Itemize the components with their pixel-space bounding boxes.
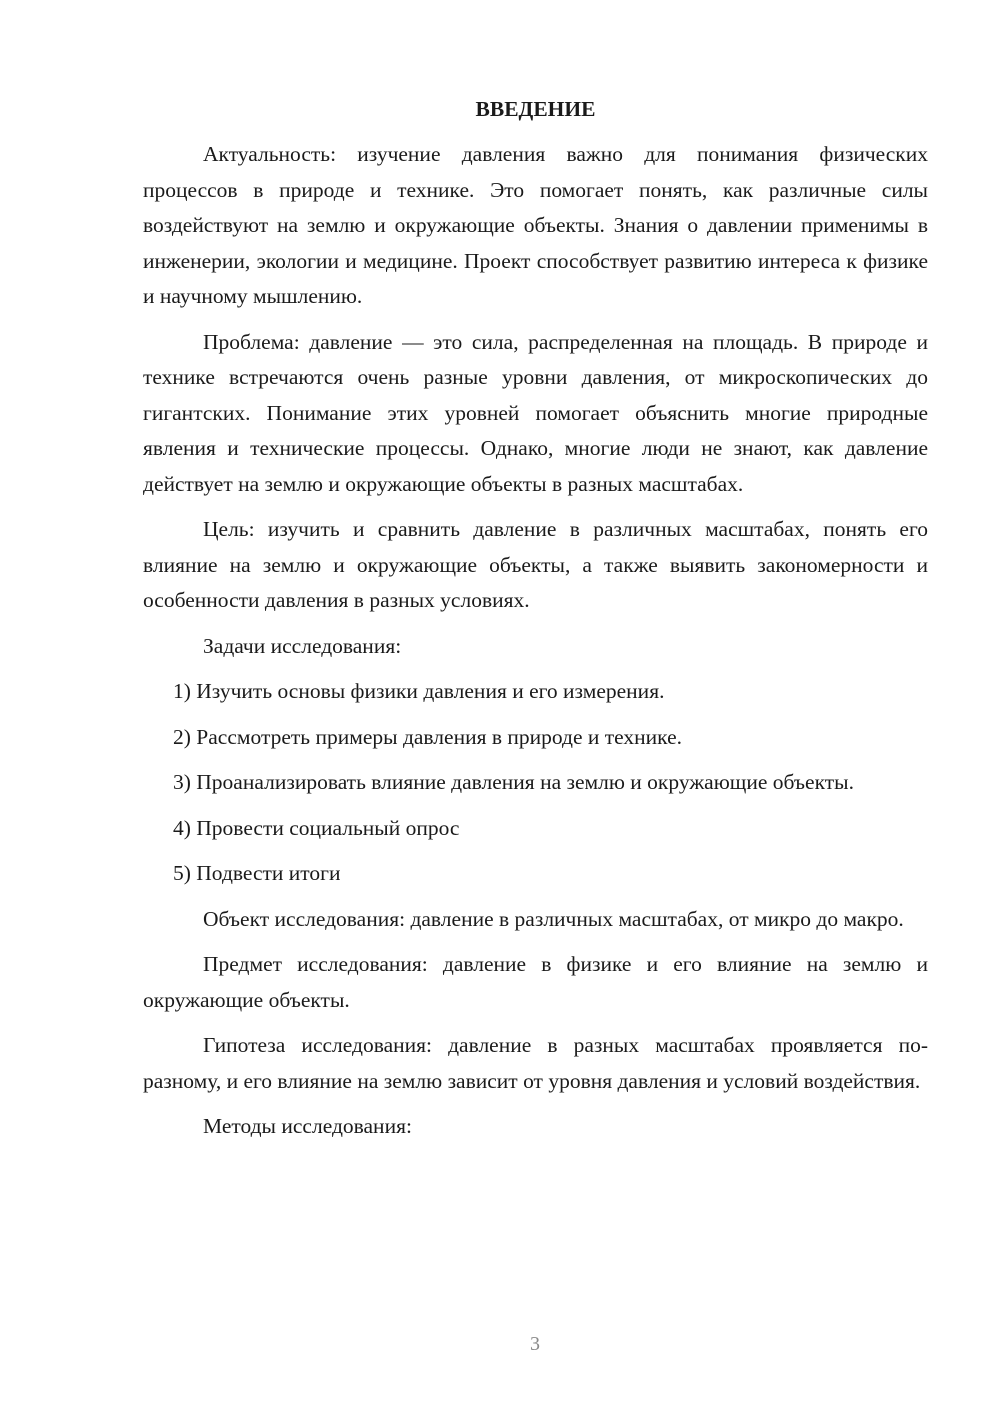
paragraph-subject: Предмет исследования: давление в физике и его влияние на землю и окружающие объекты. bbox=[143, 952, 928, 1012]
paragraph-problem: Проблема: давление — это сила, распределенная на площадь. В природе и технике встречаются очень разные уровни давления, от микроскопических до гигантских. Понимание этих уровней помогает объяснить многие природные явления и технические процессы. Однако, многие люди не знают, как давление действует на землю и окружающие объекты в разных масштабах. bbox=[143, 329, 928, 496]
document-page bbox=[143, 92, 928, 1155]
task-item-4: 4) Провести социальный опрос bbox=[173, 815, 460, 840]
paragraph-hypothesis: Гипотеза исследования: давление в разных масштабах проявляется по-разному, и его влияние на землю зависит от уровня давления и условий воздействия. bbox=[143, 1033, 928, 1093]
task-item-5: 5) Подвести итоги bbox=[173, 861, 341, 885]
task-item-2: 2) Рассмотреть примеры давления в природе и технике. bbox=[173, 724, 682, 749]
page-title: ВВЕДЕНИЕ bbox=[475, 97, 596, 121]
paragraph-relevance: Актуальность: изучение давления важно для понимания физических процессов в природе и технике. Это помогает понять, как различные силы воздействуют на землю и окружающие объекты. Знания о давлении применимы в инженерии, экологии и медицине. Проект способствует развитию интереса к физике и научному мышлению. bbox=[143, 142, 928, 308]
task-item-1: 1) Изучить основы физики давления и его измерения. bbox=[173, 679, 665, 703]
paragraph-methods: Методы исследования: bbox=[203, 1114, 412, 1138]
task-item-3: 3) Проанализировать влияние давления на землю и окружающие объекты. bbox=[173, 770, 854, 794]
page-number: 3 bbox=[530, 1333, 540, 1355]
paragraph-tasks-heading: Задачи исследования: bbox=[203, 633, 402, 658]
paragraph-object: Объект исследования: давление в различных масштабах, от микро до макро. bbox=[203, 906, 904, 931]
paragraph-goal: Цель: изучить и сравнить давление в различных масштабах, понять его влияние на землю и окружающие объекты, а также выявить закономерности и особенности давления в разных условиях. bbox=[143, 517, 928, 612]
